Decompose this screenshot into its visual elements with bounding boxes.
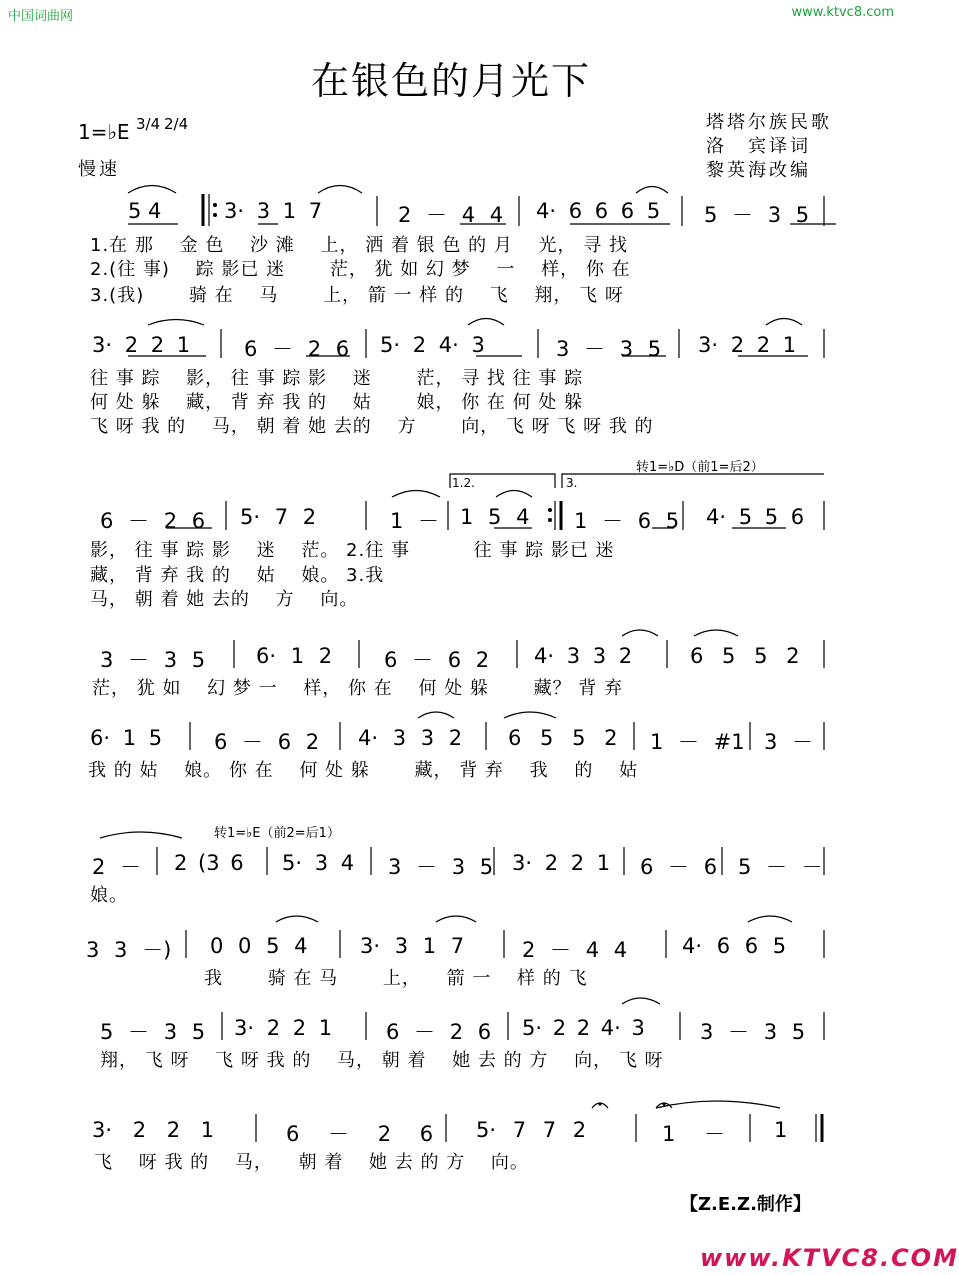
measure: 5· 7 2 (240, 505, 317, 529)
lyric-line-1: 我 的 姑 娘。 你 在 何 处 躲 藏， 背 弃 我 的 姑 (88, 760, 639, 781)
measure: 5· 3 4 (282, 851, 355, 875)
measure: 5· 2 4· 3 (380, 333, 485, 357)
measure: 4· 3 3 2 (358, 726, 463, 750)
measure: 2 (3 6 (174, 851, 244, 875)
measure: 3· 2 2 1 (512, 851, 611, 875)
measure: 3· 2 2 1 (698, 333, 797, 357)
measure: 4· 6 6 5 (682, 934, 787, 958)
lyric-line-1: 1.在 那 金 色 沙 滩 上， 洒 着 银 色 的 月 光， 寻 找 (90, 235, 628, 256)
measure: 0 0 5 4 (210, 934, 308, 958)
measure: 6 5 5 2 (690, 644, 800, 668)
measure: 3 － 3 5 (100, 648, 206, 672)
volta-third: 3. (566, 476, 578, 490)
measure: 6 － 2 6 (286, 1122, 434, 1146)
measure: 6· 1 5 (90, 726, 163, 750)
measure: 3 － 3 5 (388, 855, 494, 879)
measure: 3· 2 2 1 (92, 333, 191, 357)
lyric-line-1: 我 骑 在 马 上， 箭 一 样 的 飞 (90, 968, 588, 989)
measure: 4· 6 6 6 5 (536, 199, 661, 223)
lyric-line-1: 茫， 犹 如 幻 梦 一 样， 你 在 何 处 躲 藏？ 背 弃 (92, 678, 624, 699)
lyric-line-1: 飞 呀 我 的 马， 朝 着 她 去 的 方 向。 (94, 1152, 529, 1173)
measure: 2 － (92, 855, 142, 879)
measure: 1 － 6 5 (574, 509, 680, 533)
measure: 3· 3 1 7 (360, 934, 465, 958)
lyric-line-3: 马， 朝 着 她 去的 方 向。 (90, 589, 359, 610)
song-title: 在银色的月光下 (310, 59, 591, 103)
measure-pickup: 5 4 (128, 199, 162, 223)
site-url-right[interactable]: www.ktvc8.com (791, 5, 894, 20)
meter-two: 2/4 (164, 115, 189, 133)
measure: 5· 2 2 4· 3 (522, 1016, 645, 1040)
measure: 6· 1 2 (256, 644, 333, 668)
measure: 6 － 6 2 (384, 648, 490, 672)
measure: 2 － 4 4 (398, 203, 504, 227)
measure: 2 － 4 4 (522, 938, 628, 962)
lyric-line-2: 2.(往 事) 踪 影已 迷 茫， 犹 如 幻 梦 一 样， 你 在 (90, 259, 631, 280)
meter-one: 3/4 (136, 115, 161, 133)
measure: 5· 7 7 2 (476, 1118, 587, 1142)
modulation-mark-2: 转1=♭E（前2=后1） (214, 826, 340, 841)
measure: 3· 3 1 7 (224, 199, 323, 223)
measure: 1 5 4 (460, 505, 530, 529)
maker-credit: 【Z.E.Z.制作】 (680, 1194, 811, 1215)
lyric-line-2: 藏， 背 弃 我 的 姑 娘。 3.我 (90, 565, 385, 586)
measure: 6 5 5 2 (508, 726, 618, 750)
measure: 6 － 6 (640, 855, 718, 879)
lyric-line-3: 3.(我) 骑 在 马 上， 箭 一 样 的 飞 翔， 飞 呀 (90, 285, 624, 306)
measure: 6 － 2 6 (100, 509, 206, 533)
modulation-mark-1: 转1=♭D（前1=后2） (636, 460, 764, 475)
site-name-left[interactable]: 中国词曲网 (8, 9, 74, 24)
key-signature: 1=♭E (78, 120, 130, 144)
lyric-line-1: 影， 往 事 踪 影 迷 茫。 2.往 事 往 事 踪 影已 迷 (90, 540, 615, 561)
measure: 3 － (764, 730, 814, 754)
measure: 4· 5 5 6 (706, 505, 805, 529)
measure: 3 － 3 5 (556, 337, 662, 361)
measure: 5 － 3 5 (704, 203, 810, 227)
measure: 1 (774, 1118, 788, 1142)
lyric-line-2: 何 处 躲 藏， 背 弃 我 的 姑 娘， 你 在 何 处 躲 (90, 392, 584, 413)
credit-origin: 塔塔尔族民歌 (706, 112, 832, 133)
measure: 6 － 6 2 (214, 730, 320, 754)
measure: 3 3 －) (86, 938, 172, 962)
footer-logo[interactable]: www.KTVC8.COM (700, 1244, 959, 1272)
lyric-line-1: 往 事 踪 影， 往 事 踪 影 迷 茫， 寻 找 往 事 踪 (90, 368, 584, 389)
lyric-line-3: 飞 呀 我 的 马， 朝 着 她 去的 方 向， 飞 呀 飞 呀 我 的 (90, 416, 654, 437)
measure: 3· 2 2 1 (234, 1016, 333, 1040)
volta-first: 1.2. (452, 476, 475, 490)
measure: 1 － #1 (650, 730, 745, 754)
credit-translator: 洛 宾译词 (706, 136, 811, 157)
measure: 4· 3 3 2 (534, 644, 633, 668)
lyric-line-1: 翔， 飞 呀 飞 呀 我 的 马， 朝 着 她 去 的 方 向， 飞 呀 (100, 1050, 664, 1071)
measure: 6 － 2 6 (244, 337, 350, 361)
measure: 1 － (662, 1122, 726, 1146)
lyric-line-1: 娘。 (90, 885, 128, 906)
measure: 3 － 3 5 (700, 1020, 806, 1044)
measure: 5 － － (738, 855, 823, 879)
measure: 1 － (390, 509, 440, 533)
tempo-marking: 慢速 (78, 159, 120, 180)
measure: 6 － 2 6 (386, 1020, 492, 1044)
measure: 5 － 3 5 (100, 1020, 206, 1044)
credit-arranger: 黎英海改编 (706, 160, 811, 181)
measure: 3· 2 2 1 (92, 1118, 215, 1142)
